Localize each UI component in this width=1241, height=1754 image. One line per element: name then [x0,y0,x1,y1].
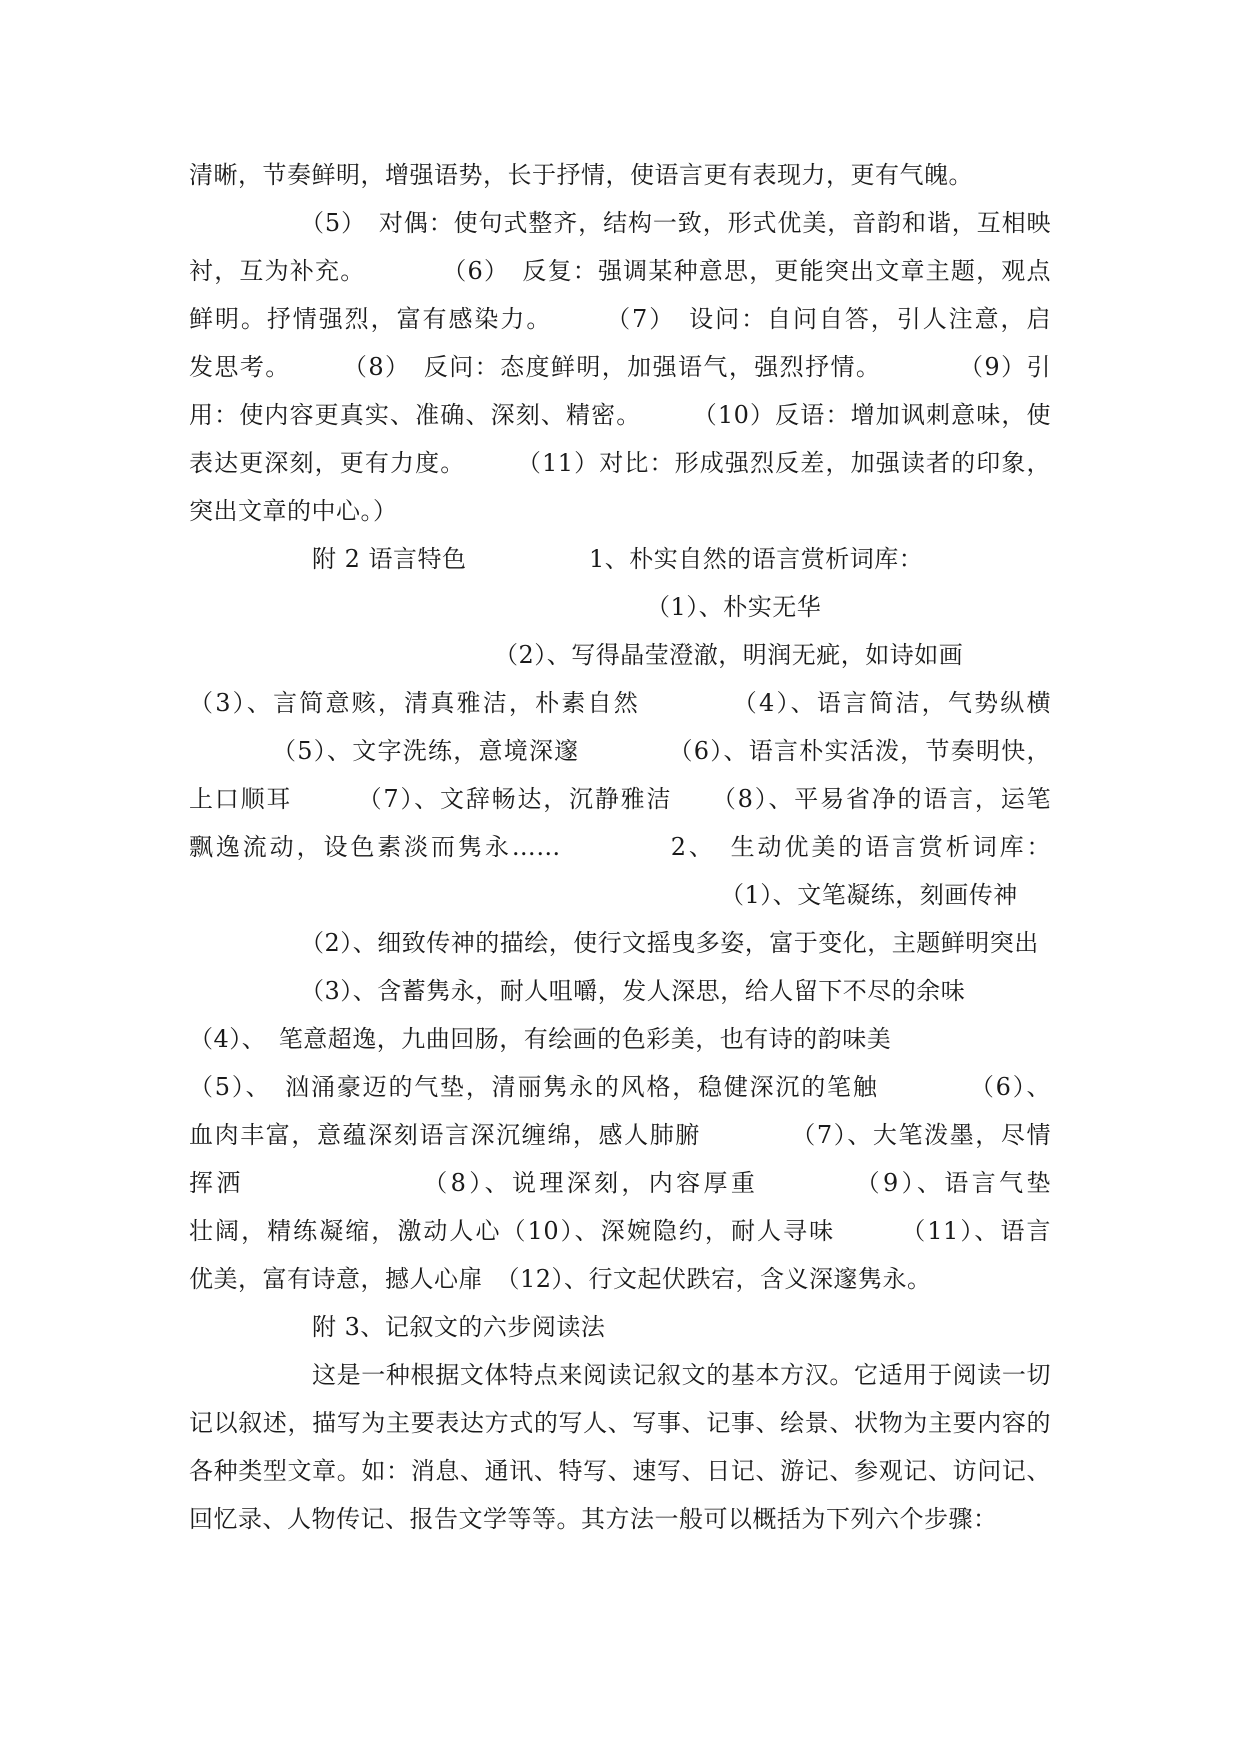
text-line: （1）、文笔凝练，刻画传神 [720,881,1018,909]
text-line: 用：使内容更真实、准确、深刻、精密。 （10）反语：增加讽刺意味，使 [189,401,1051,429]
text-line: （2）、细致传神的描绘，使行文摇曳多姿，富于变化，主题鲜明突出 [300,929,1039,957]
text-line: 衬，互为补充。 （6） 反复：强调某种意思，更能突出文章主题，观点 [189,257,1051,285]
text-line: 血肉丰富，意蕴深刻语言深沉缠绵，感人肺腑 （7）、大笔泼墨，尽情 [189,1121,1051,1149]
text-line: （5）、 汹涌豪迈的气垫，清丽隽永的风格，稳健深沉的笔触 （6）、 [189,1073,1051,1101]
text-line: 突出文章的中心。） [189,497,398,525]
text-line: 上口顺耳 （7）、文辞畅达，沉静雅洁 （8）、平易省净的语言，运笔 [189,785,1051,813]
text-line: 飘逸流动，设色素淡而隽永…… 2、 生动优美的语言赏析词库： [189,833,1051,861]
text-line: （1）、朴实无华 [646,593,822,621]
text-line: 回忆录、人物传记、报告文学等等。其方法一般可以概括为下列六个步骤： [189,1505,998,1533]
text-line: （5） 对偶：使句式整齐，结构一致，形式优美，音韵和谐，互相映 [300,209,1051,237]
text-line: （3）、含蓄隽永，耐人咀嚼，发人深思，给人留下不尽的余味 [300,977,966,1005]
text-line: （4）、 笔意超逸，九曲回肠，有绘画的色彩美，也有诗的韵味美 [189,1025,892,1053]
text-line: （5）、文字洗练，意境深邃 （6）、语言朴实活泼，节奏明快， [272,737,1051,765]
text-line: 挥洒 （8）、说理深刻，内容厚重 （9）、语言气垫 [189,1169,1051,1197]
text-line: 表达更深刻，更有力度。 （11）对比：形成强烈反差，加强读者的印象， [189,449,1051,477]
section-heading: 附 3、记叙文的六步阅读法 [312,1313,606,1341]
text-line: （2）、写得晶莹澄澈，明润无疵，如诗如画 [494,641,964,669]
text-line: 发思考。 （8） 反问：态度鲜明，加强语气，强烈抒情。 （9）引 [189,353,1051,381]
text-line: 清晰，节奏鲜明，增强语势，长于抒情，使语言更有表现力，更有气魄。 [189,161,973,189]
text-line: 各种类型文章。如：消息、通讯、特写、速写、日记、游记、参观记、访问记、 [189,1457,1051,1485]
text-line: 记以叙述，描写为主要表达方式的写人、写事、记事、绘景、状物为主要内容的 [189,1409,1051,1437]
text-line: 这是一种根据文体特点来阅读记叙文的基本方汉。它适用于阅读一切 [312,1361,1051,1389]
text-line: 壮阔，精练凝缩，激动人心（10）、深婉隐约，耐人寻味 （11）、语言 [189,1217,1051,1245]
section-heading: 附 2 语言特色 1、朴实自然的语言赏析词库： [312,545,924,573]
text-line: 鲜明。抒情强烈，富有感染力。 （7） 设问：自问自答，引人注意，启 [189,305,1051,333]
text-line: 优美，富有诗意，撼人心扉 （12）、行文起伏跌宕，含义深邃隽永。 [189,1265,932,1293]
text-line: （3）、言简意赅，清真雅洁，朴素自然 （4）、语言简洁，气势纵横 [189,689,1051,717]
